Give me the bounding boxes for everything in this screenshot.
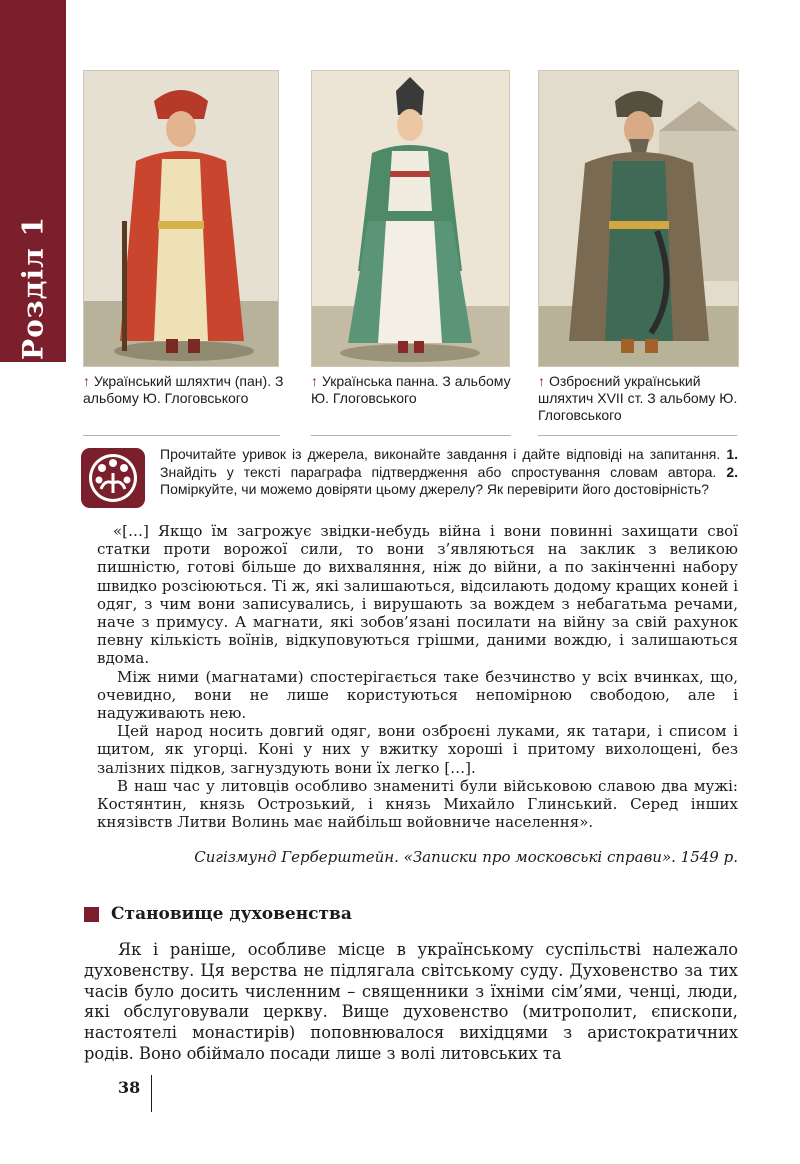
caption-divider — [311, 435, 511, 436]
quote-paragraph: Цей народ носить довгий одяг, вони озброєні луками, як татари, і списом і щитом, як угорці. Коні у них у вжитку хороші і притому вихолощені, без залізних підков, загнуздують вони їх легко […]. — [97, 722, 738, 777]
source-quote — [97, 522, 738, 831]
task-item: Поміркуйте, чи можемо довіряти цьому джерелу? Як перевірити його достовірність? — [160, 481, 709, 497]
body-paragraph: Як і раніше, особливе місце в українському суспільстві належало духовенству. Ця верства не підлягала світському суду. Духовенство за тих часів було досить численним – священники з їхніми сім’ями, ченці, люди, які обслуговували церкву. Вище духовенство (митрополит, єпископи, настоятелі монастирів) поповнювалося вихідцями з аристократичних родів. Воно обіймало посади лише з волі литовських та — [84, 940, 738, 1063]
figure-caption-text: Український шляхтич (пан). З альбому Ю. Глоговського — [83, 373, 284, 406]
task-intro: Прочитайте уривок із джерела, виконайте завдання і дайте відповіді на запитання. — [160, 446, 721, 462]
square-bullet-icon — [84, 907, 99, 922]
figure-caption — [311, 373, 526, 407]
chapter-tab — [0, 0, 66, 362]
figure-caption-text: Українська панна. З альбому Ю. Глоговського — [311, 373, 511, 406]
arrow-up-icon: ↑ — [311, 373, 318, 389]
source-task-text — [160, 446, 738, 499]
source-task-icon — [80, 447, 146, 509]
arrow-up-icon: ↑ — [83, 373, 90, 389]
caption-divider — [538, 435, 737, 436]
page-number-divider — [151, 1075, 152, 1112]
figure-armed-nobleman-image — [538, 70, 739, 367]
quote-paragraph: «[…] Якщо їм загрожує звідки-небудь війна і вони повинні захищати свої статки проти ворожої сили, то вони з’являються на заклик з великою пишністю, готові більше до вихваляння, ніж до війни, а по закінченні набору швидко розсіюються. Ті ж, які залишаються, відсилають додому кращих коней і одяг, з чим вони записувались, і вирушають за вождем з небагатьма речами, наче з примусу. А магнати, які зобов’язані посилати на війну за свій рахунок певну кількість воїнів, відкуповуються грішми, даними вождю, і залишаються вдома. — [97, 522, 738, 668]
quote-paragraph: В наш час у литовців особливо знамениті були військовою славою два мужі: Костянтин, князь Острозький, і князь Михайло Глинський. Серед інших князівств Литви Волинь має найбільш войовниче населення». — [97, 776, 738, 832]
section-body — [84, 940, 738, 1065]
caption-divider — [83, 435, 280, 436]
task-number: 1. — [726, 446, 739, 462]
figure-caption — [83, 373, 293, 407]
chapter-tab-label: Розділ 1 — [16, 216, 50, 360]
page-number: 38 — [118, 1078, 141, 1097]
figure-nobleman-image — [83, 70, 279, 367]
quote-source: Сигізмунд Герберштейн. «Записки про московські справи». 1549 р. — [194, 848, 738, 866]
task-number: 2. — [726, 463, 739, 480]
arrow-up-icon: ↑ — [538, 373, 545, 389]
section-title: Становище духовенства — [111, 904, 352, 924]
figure-caption — [538, 373, 748, 424]
figure-caption-text: Озброєний український шляхтич XVII ст. З альбому Ю. Глоговського — [538, 373, 738, 423]
section-heading — [84, 904, 352, 924]
figure-lady-image — [311, 70, 510, 367]
quote-paragraph: Між ними (магнатами) спостерігається таке безчинство у всіх вчинках, що, очевидно, вони не лише користуються непомірною свободою, але і надуживають нею. — [97, 667, 738, 723]
task-item: Знайдіть у тексті параграфа підтвердження або спростування словам автора. — [160, 463, 717, 480]
